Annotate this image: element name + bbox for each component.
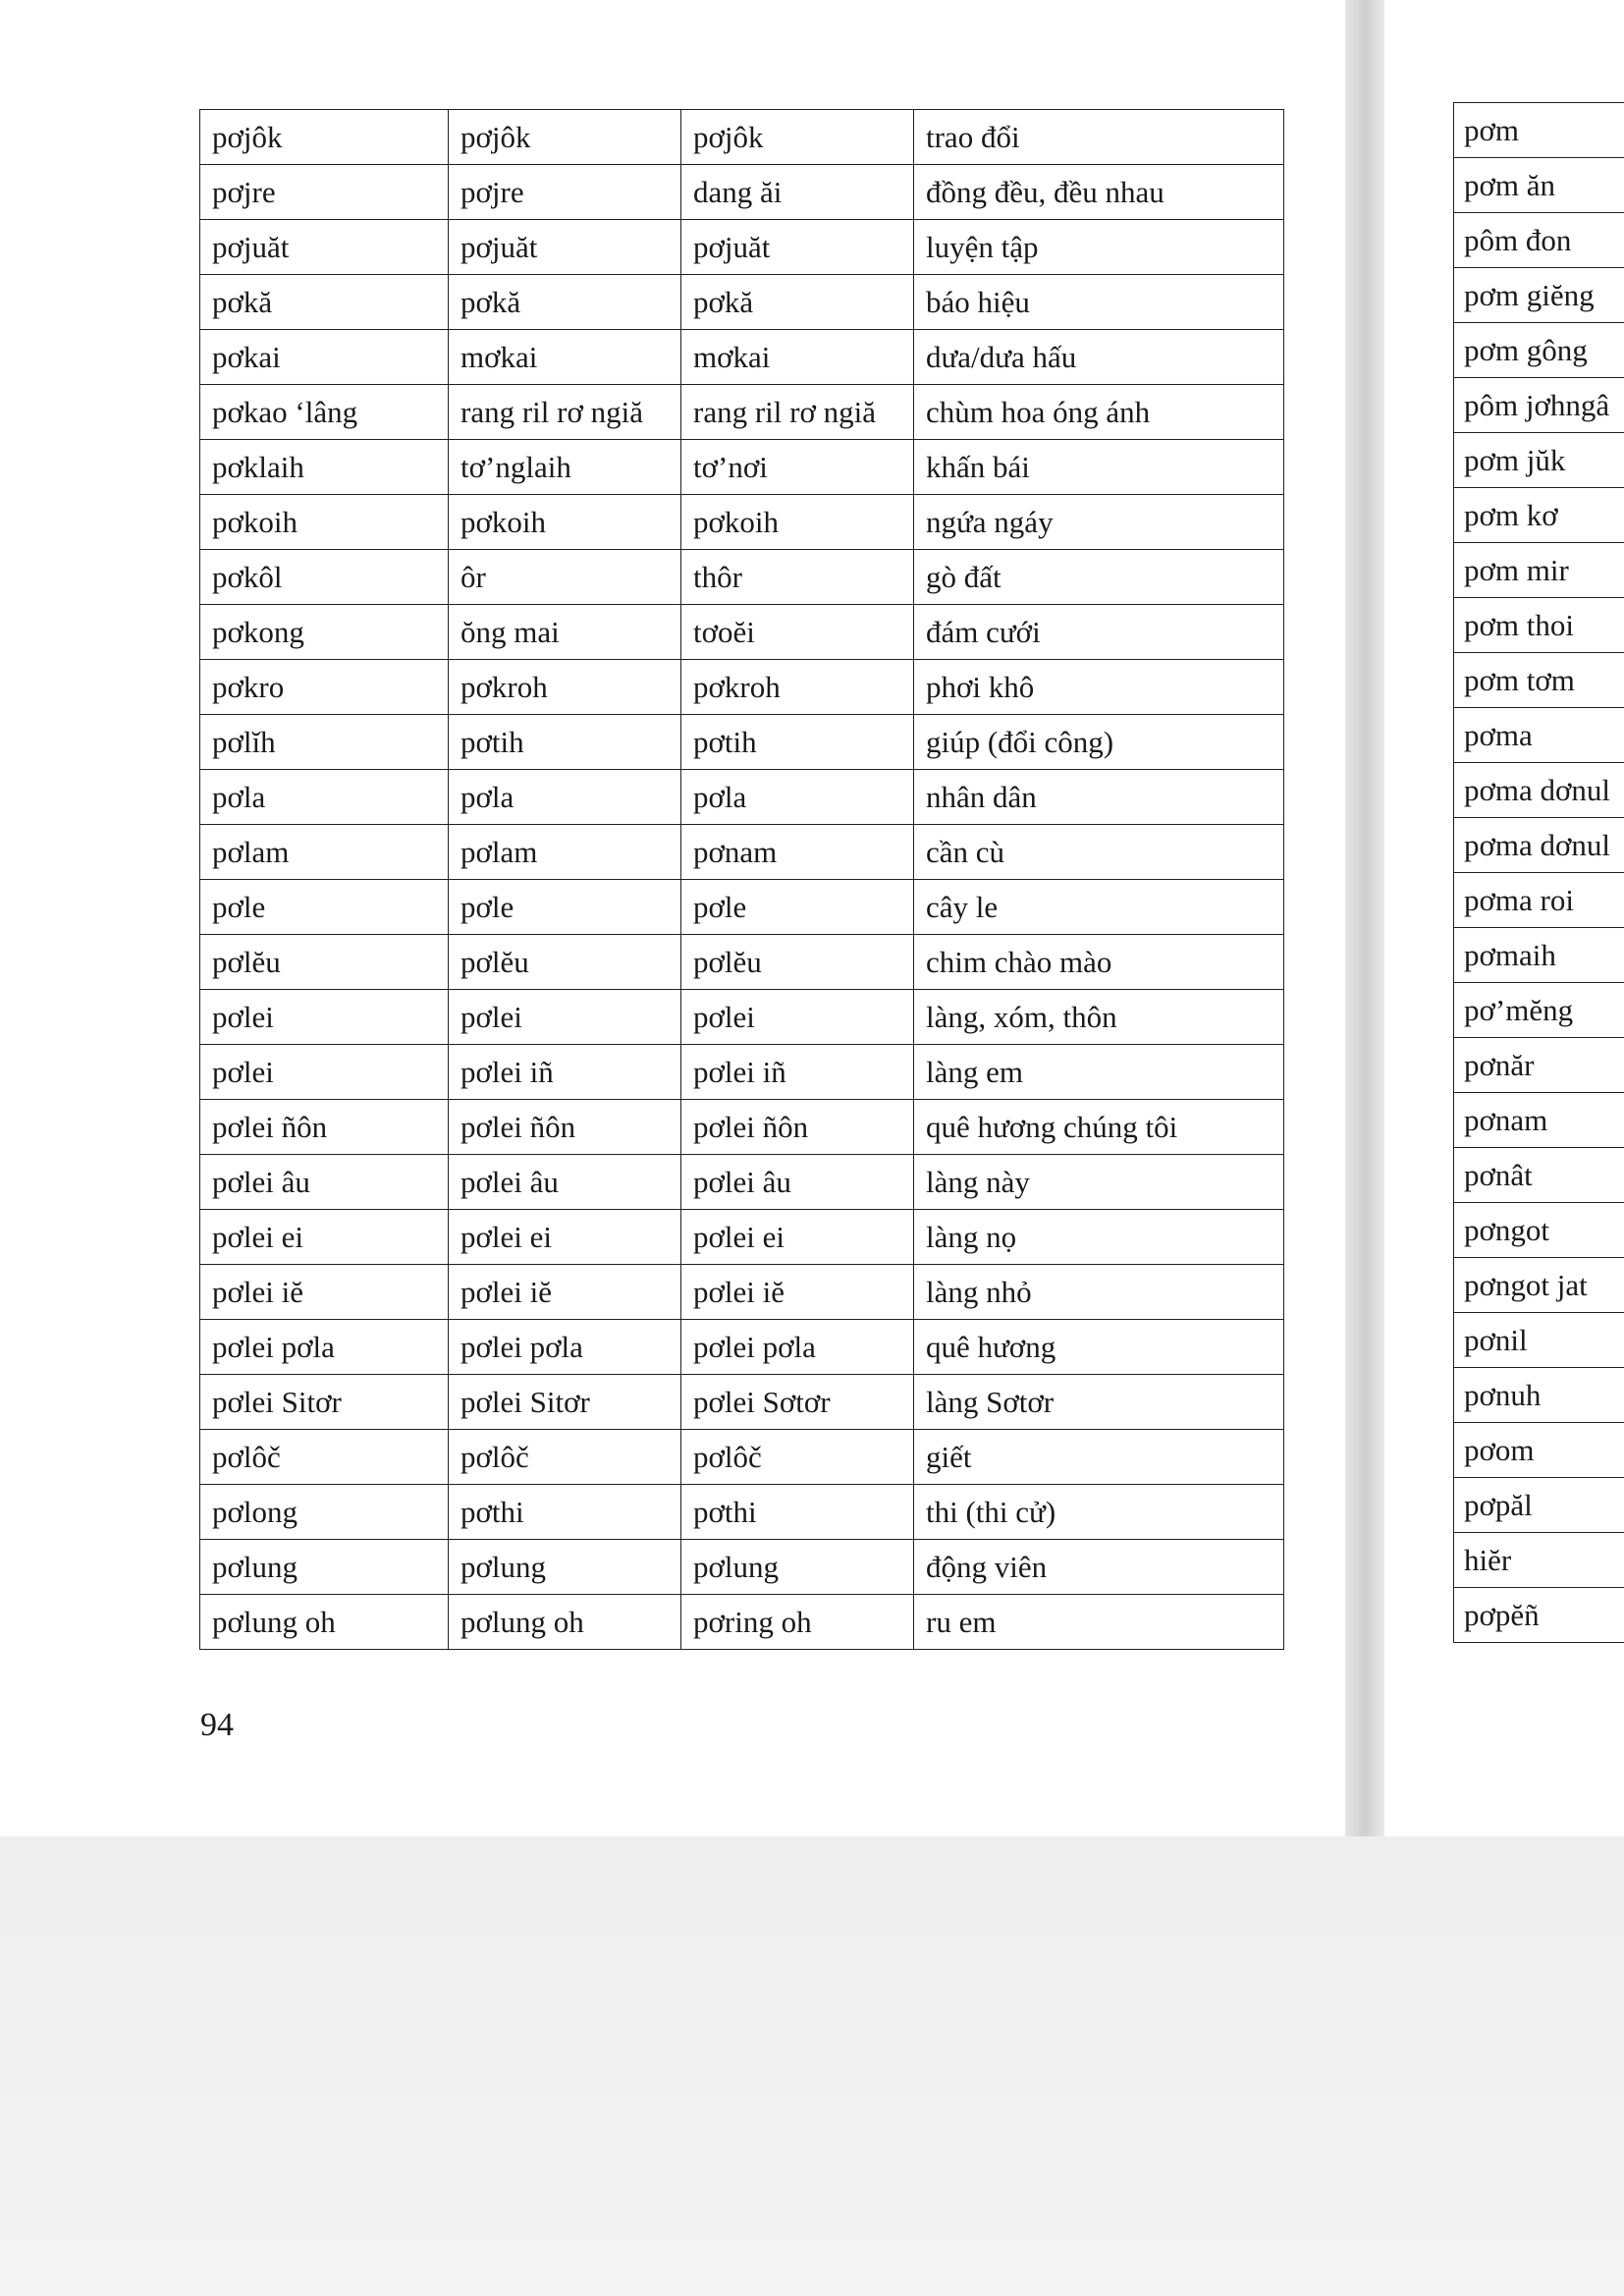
table-cell: làng, xóm, thôn xyxy=(914,990,1284,1045)
table-row xyxy=(1454,873,1624,928)
table-cell: pơlei xyxy=(200,990,449,1045)
table-row xyxy=(200,110,1284,165)
table-cell: pơkoih xyxy=(200,495,449,550)
table-cell: pơkai xyxy=(200,330,449,385)
table-cell: ngứa ngáy xyxy=(914,495,1284,550)
table-cell: quê hương chúng tôi xyxy=(914,1100,1284,1155)
table-row xyxy=(1454,1313,1624,1368)
table-row xyxy=(200,1045,1284,1100)
table-cell: pơlôč xyxy=(681,1430,914,1485)
table-row xyxy=(1454,1038,1624,1093)
table-cell: pơkao ‘lâng xyxy=(200,385,449,440)
table-row xyxy=(200,1540,1284,1595)
scan-background xyxy=(0,1836,1624,2296)
table-row xyxy=(1454,1258,1624,1313)
table-cell: ôr xyxy=(449,550,681,605)
table-cell: pơjôk xyxy=(449,110,681,165)
table-cell: pơnât xyxy=(1454,1148,1624,1203)
table-cell: ru em xyxy=(914,1595,1284,1650)
table-cell: pơle xyxy=(200,880,449,935)
table-cell: pơtih xyxy=(449,715,681,770)
table-cell: pơkong xyxy=(200,605,449,660)
table-cell: pơma roi xyxy=(1454,873,1624,928)
table-row xyxy=(1454,1588,1624,1643)
table-cell: pơlei ei xyxy=(449,1210,681,1265)
table-cell: pơ’mĕng xyxy=(1454,983,1624,1038)
table-cell: pơkroh xyxy=(449,660,681,715)
table-cell: trao đổi xyxy=(914,110,1284,165)
vocabulary-table xyxy=(199,109,1284,1650)
table-cell: pơlei xyxy=(681,990,914,1045)
table-row xyxy=(1454,543,1624,598)
table-cell: báo hiệu xyxy=(914,275,1284,330)
table-cell: pơnil xyxy=(1454,1313,1624,1368)
table-cell: gò đất xyxy=(914,550,1284,605)
table-cell: rang ril rơ ngiă xyxy=(681,385,914,440)
table-row xyxy=(200,825,1284,880)
table-cell: đồng đều, đều nhau xyxy=(914,165,1284,220)
table-cell: phơi khô xyxy=(914,660,1284,715)
table-row xyxy=(200,330,1284,385)
table-cell: pơlung oh xyxy=(449,1595,681,1650)
table-cell: pơlei ei xyxy=(200,1210,449,1265)
table-cell: pơlei pơla xyxy=(681,1320,914,1375)
table-row xyxy=(1454,653,1624,708)
table-cell: pơma dơnul xyxy=(1454,763,1624,818)
table-cell: pơkro xyxy=(200,660,449,715)
table-row xyxy=(200,1485,1284,1540)
table-row xyxy=(200,1375,1284,1430)
table-row xyxy=(1454,1423,1624,1478)
table-cell: pơkroh xyxy=(681,660,914,715)
table-cell: pơlung xyxy=(449,1540,681,1595)
table-cell: pơlei ñôn xyxy=(681,1100,914,1155)
table-row xyxy=(200,275,1284,330)
table-row xyxy=(1454,433,1624,488)
table-row xyxy=(200,550,1284,605)
table-row xyxy=(1454,213,1624,268)
table-cell: pơlung oh xyxy=(200,1595,449,1650)
table-cell: luyện tập xyxy=(914,220,1284,275)
table-cell: tơoĕi xyxy=(681,605,914,660)
table-row xyxy=(200,715,1284,770)
table-cell: pơpĕñ xyxy=(1454,1588,1624,1643)
table-row xyxy=(1454,1203,1624,1258)
table-cell: pơla xyxy=(200,770,449,825)
table-cell: pơlôč xyxy=(449,1430,681,1485)
table-cell: pơlei xyxy=(200,1045,449,1100)
table-cell: hiĕr xyxy=(1454,1533,1624,1588)
table-cell: pơm giĕng xyxy=(1454,268,1624,323)
table-row xyxy=(200,1430,1284,1485)
table-cell: rang ril rơ ngiă xyxy=(449,385,681,440)
table-row xyxy=(200,385,1284,440)
table-cell: pơlei ñôn xyxy=(449,1100,681,1155)
table-cell: pơmaih xyxy=(1454,928,1624,983)
table-cell: pôm jơhngâ xyxy=(1454,378,1624,433)
table-row xyxy=(200,1595,1284,1650)
table-cell: giúp (đổi công) xyxy=(914,715,1284,770)
table-cell: pơm tơm xyxy=(1454,653,1624,708)
table-cell: pơlei Sitơr xyxy=(200,1375,449,1430)
table-cell: pơlei ei xyxy=(681,1210,914,1265)
table-row xyxy=(200,605,1284,660)
table-cell: làng em xyxy=(914,1045,1284,1100)
table-cell: khấn bái xyxy=(914,440,1284,495)
table-row xyxy=(1454,378,1624,433)
book-gutter xyxy=(1345,0,1384,1836)
table-cell: pơnam xyxy=(1454,1093,1624,1148)
table-cell: pơom xyxy=(1454,1423,1624,1478)
table-row xyxy=(1454,928,1624,983)
table-cell: pơjuăt xyxy=(200,220,449,275)
table-cell: pơlei iñ xyxy=(681,1045,914,1100)
table-cell: chùm hoa óng ánh xyxy=(914,385,1284,440)
table-cell: pơlĕu xyxy=(681,935,914,990)
table-cell: động viên xyxy=(914,1540,1284,1595)
table-cell: thi (thi cử) xyxy=(914,1485,1284,1540)
table-cell: pơma xyxy=(1454,708,1624,763)
table-row xyxy=(1454,708,1624,763)
table-cell: pơngot jat xyxy=(1454,1258,1624,1313)
table-cell: pơlĕu xyxy=(449,935,681,990)
table-cell: pơjôk xyxy=(681,110,914,165)
table-cell: pơlong xyxy=(200,1485,449,1540)
table-row xyxy=(1454,1148,1624,1203)
table-row xyxy=(1454,1478,1624,1533)
table-cell: pơnăr xyxy=(1454,1038,1624,1093)
table-cell: pơlei âu xyxy=(681,1155,914,1210)
table-cell: pơkă xyxy=(200,275,449,330)
table-cell: pơring oh xyxy=(681,1595,914,1650)
table-cell: pơlei iĕ xyxy=(200,1265,449,1320)
table-cell: pơlĕu xyxy=(200,935,449,990)
table-cell: pơlei iĕ xyxy=(681,1265,914,1320)
table-cell: pơkă xyxy=(681,275,914,330)
table-cell: dưa/dưa hấu xyxy=(914,330,1284,385)
table-row xyxy=(1454,323,1624,378)
table-cell: cây le xyxy=(914,880,1284,935)
table-row xyxy=(1454,158,1624,213)
table-row xyxy=(200,990,1284,1045)
table-cell: pơngot xyxy=(1454,1203,1624,1258)
table-row xyxy=(200,1210,1284,1265)
table-cell: pơlei âu xyxy=(449,1155,681,1210)
table-row xyxy=(200,1155,1284,1210)
table-cell: pơm ăn xyxy=(1454,158,1624,213)
table-cell: pơthi xyxy=(449,1485,681,1540)
table-cell: pơlei ñôn xyxy=(200,1100,449,1155)
table-cell: pơm thoi xyxy=(1454,598,1624,653)
table-cell: pơthi xyxy=(681,1485,914,1540)
table-cell: pơjre xyxy=(449,165,681,220)
table-cell: làng nhỏ xyxy=(914,1265,1284,1320)
table-row xyxy=(200,165,1284,220)
table-cell: pơm kơ xyxy=(1454,488,1624,543)
table-row xyxy=(1454,983,1624,1038)
table-cell: pơtih xyxy=(681,715,914,770)
table-row xyxy=(200,935,1284,990)
table-cell: pơlei pơla xyxy=(200,1320,449,1375)
table-cell: pơjôk xyxy=(200,110,449,165)
table-row xyxy=(200,1265,1284,1320)
table-cell: pơlei Sơtơr xyxy=(681,1375,914,1430)
table-cell: làng Sơtơr xyxy=(914,1375,1284,1430)
table-row xyxy=(1454,598,1624,653)
table-row xyxy=(200,1320,1284,1375)
table-cell: pơnuh xyxy=(1454,1368,1624,1423)
table-cell: ŏng mai xyxy=(449,605,681,660)
table-cell: pơla xyxy=(681,770,914,825)
table-row xyxy=(200,880,1284,935)
table-cell: pơle xyxy=(449,880,681,935)
table-cell: pơjuăt xyxy=(681,220,914,275)
table-row xyxy=(1454,268,1624,323)
table-row xyxy=(1454,103,1624,158)
table-cell: đám cưới xyxy=(914,605,1284,660)
table-cell: pơla xyxy=(449,770,681,825)
table-cell: giết xyxy=(914,1430,1284,1485)
table-cell: pơma dơnul xyxy=(1454,818,1624,873)
table-cell: pơnam xyxy=(681,825,914,880)
table-cell: pơlei Sitơr xyxy=(449,1375,681,1430)
table-cell: pơjuăt xyxy=(449,220,681,275)
table-cell: pơlung xyxy=(200,1540,449,1595)
table-cell: pơjre xyxy=(200,165,449,220)
table-row xyxy=(1454,1368,1624,1423)
table-cell: pôm đon xyxy=(1454,213,1624,268)
table-cell: tơ’nơi xyxy=(681,440,914,495)
table-cell: pơlam xyxy=(449,825,681,880)
table-cell: mơkai xyxy=(449,330,681,385)
table-cell: pơlung xyxy=(681,1540,914,1595)
table-cell: làng nọ xyxy=(914,1210,1284,1265)
table-cell: làng này xyxy=(914,1155,1284,1210)
table-cell: pơkă xyxy=(449,275,681,330)
table-row xyxy=(1454,763,1624,818)
table-cell: pơlôč xyxy=(200,1430,449,1485)
table-row xyxy=(200,495,1284,550)
table-row xyxy=(1454,488,1624,543)
table-cell: pơm xyxy=(1454,103,1624,158)
table-cell: tơ’nglaih xyxy=(449,440,681,495)
table-cell: pơkôl xyxy=(200,550,449,605)
table-cell: quê hương xyxy=(914,1320,1284,1375)
table-row xyxy=(200,770,1284,825)
table-cell: pơlei iĕ xyxy=(449,1265,681,1320)
table-cell: mơkai xyxy=(681,330,914,385)
table-cell: pơlei xyxy=(449,990,681,1045)
table-cell: thôr xyxy=(681,550,914,605)
table-cell: pơkoih xyxy=(681,495,914,550)
table-row xyxy=(1454,1533,1624,1588)
table-cell: pơpăl xyxy=(1454,1478,1624,1533)
next-page-vocabulary-table xyxy=(1453,102,1624,1643)
table-row xyxy=(200,1100,1284,1155)
table-cell: pơkoih xyxy=(449,495,681,550)
table-row xyxy=(1454,818,1624,873)
table-cell: pơlĭh xyxy=(200,715,449,770)
table-cell: pơlei iñ xyxy=(449,1045,681,1100)
table-cell: pơm jŭk xyxy=(1454,433,1624,488)
page-number: 94 xyxy=(200,1707,234,1743)
table-row xyxy=(200,440,1284,495)
table-cell: cần cù xyxy=(914,825,1284,880)
table-cell: pơlam xyxy=(200,825,449,880)
table-cell: pơm mir xyxy=(1454,543,1624,598)
table-cell: chim chào mào xyxy=(914,935,1284,990)
table-cell: pơm gông xyxy=(1454,323,1624,378)
table-cell: pơklaih xyxy=(200,440,449,495)
table-row xyxy=(200,660,1284,715)
table-cell: nhân dân xyxy=(914,770,1284,825)
table-cell: pơlei âu xyxy=(200,1155,449,1210)
table-cell: pơlei pơla xyxy=(449,1320,681,1375)
table-cell: pơle xyxy=(681,880,914,935)
table-cell: dang ăi xyxy=(681,165,914,220)
table-row xyxy=(1454,1093,1624,1148)
table-row xyxy=(200,220,1284,275)
